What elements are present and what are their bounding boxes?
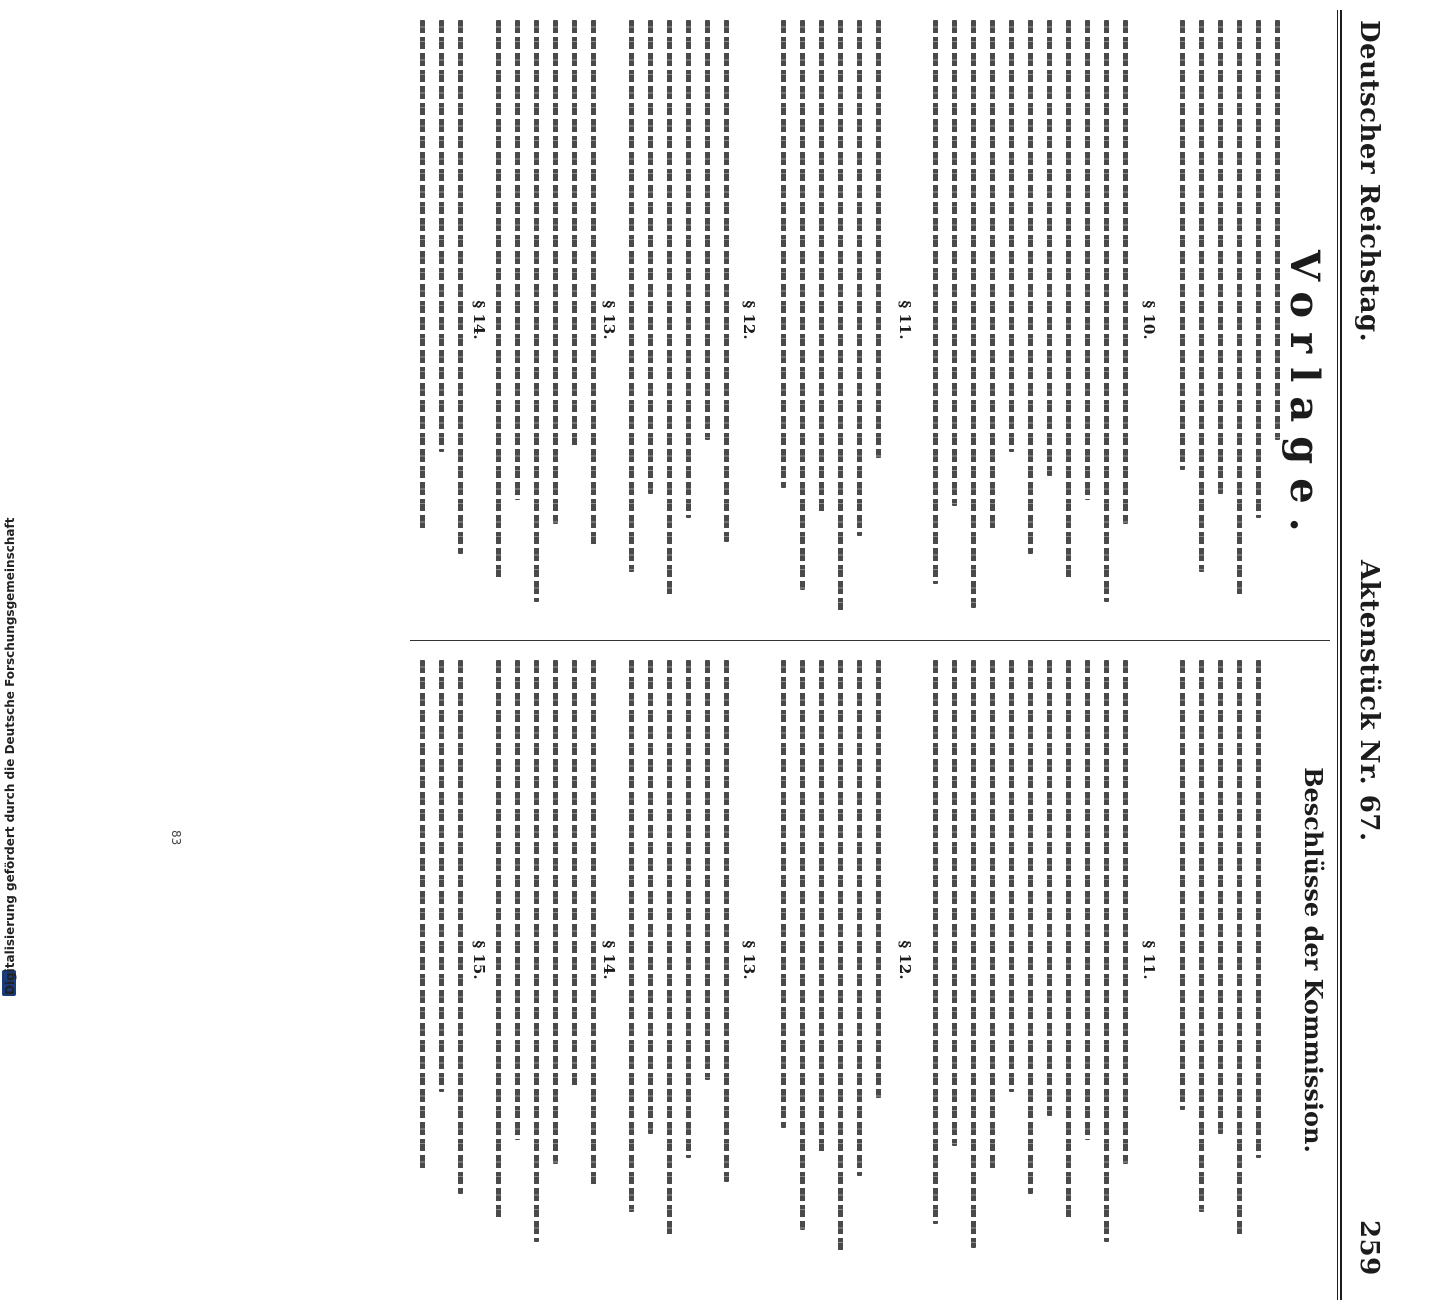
text-line [534, 660, 539, 1242]
text-line [553, 20, 558, 524]
text-line [838, 20, 843, 614]
text-line [819, 20, 824, 512]
text-line [1123, 660, 1128, 1164]
text-line [781, 660, 786, 1128]
page-number: 259 [1354, 1220, 1384, 1276]
text-line [1028, 660, 1033, 1194]
text-line [1104, 20, 1109, 602]
text-line [971, 20, 976, 608]
text-line [1066, 20, 1071, 578]
digitization-caption: Digitalisierung gefördert durch die Deutsche Forschungsgemeinschaft [3, 517, 17, 995]
text-line [420, 20, 425, 530]
page-mark: 83 [169, 830, 183, 846]
right-section-13: § 13. [740, 940, 758, 980]
left-section-14: § 14. [470, 300, 488, 340]
text-line [1104, 660, 1109, 1242]
text-line [876, 20, 881, 458]
text-line [933, 20, 938, 584]
text-line [515, 660, 520, 1140]
text-line [990, 660, 995, 1170]
text-line [857, 660, 862, 1176]
text-line [1085, 660, 1090, 1140]
column-divider [410, 640, 1330, 641]
text-line [971, 660, 976, 1248]
text-line [1009, 660, 1014, 1092]
text-line [1123, 20, 1128, 524]
text-line [1028, 20, 1033, 554]
left-section-12: § 12. [740, 300, 758, 340]
text-line [819, 660, 824, 1152]
text-line [1256, 20, 1261, 518]
left-section-11: § 11. [896, 300, 914, 340]
text-line [1199, 20, 1204, 572]
header-rule-thin [1337, 10, 1338, 1300]
text-line [420, 660, 425, 1170]
text-line [572, 20, 577, 446]
text-line [648, 20, 653, 494]
left-column-text [410, 20, 1280, 620]
right-section-15: § 15. [470, 940, 488, 980]
text-line [952, 660, 957, 1146]
text-line [439, 660, 444, 1092]
text-line [686, 660, 691, 1158]
right-column-text [410, 660, 1280, 1260]
text-line [439, 20, 444, 452]
text-line [1218, 20, 1223, 494]
left-column-heading: Vorlage. [1281, 250, 1328, 546]
text-line [591, 20, 596, 548]
text-line [1047, 20, 1052, 476]
text-line [1085, 20, 1090, 500]
text-line [667, 20, 672, 596]
text-line [553, 660, 558, 1164]
text-line [952, 20, 957, 506]
right-column-heading: Beschlüsse der Kommission. [1299, 767, 1328, 1153]
text-line [1256, 660, 1261, 1158]
text-line [572, 660, 577, 1086]
text-line [667, 660, 672, 1236]
header-rule [1340, 10, 1342, 1300]
text-line [1237, 660, 1242, 1236]
text-line [515, 20, 520, 500]
text-line [781, 20, 786, 488]
text-line [876, 660, 881, 1098]
text-line [458, 20, 463, 554]
text-line [1009, 20, 1014, 452]
text-line [705, 660, 710, 1080]
right-section-11: § 11. [1140, 940, 1158, 980]
text-line [1275, 20, 1280, 440]
text-line [1237, 20, 1242, 596]
right-section-14: § 14. [600, 940, 618, 980]
left-section-10: § 10. [1140, 300, 1158, 340]
text-line [1218, 660, 1223, 1134]
right-section-12: § 12. [896, 940, 914, 980]
text-line [648, 660, 653, 1134]
text-line [1180, 660, 1185, 1110]
header-subtitle: Aktenstück Nr. 67. [1354, 560, 1384, 842]
text-line [629, 660, 634, 1212]
text-line [990, 20, 995, 530]
text-line [1180, 20, 1185, 470]
text-line [1047, 660, 1052, 1116]
left-section-13: § 13. [600, 300, 618, 340]
text-line [591, 660, 596, 1188]
text-line [496, 660, 501, 1218]
text-line [458, 660, 463, 1194]
text-line [705, 20, 710, 440]
text-line [496, 20, 501, 578]
text-line [686, 20, 691, 518]
header-title: Deutscher Reichstag. [1354, 20, 1384, 343]
text-line [724, 20, 729, 542]
text-line [800, 660, 805, 1230]
document-page [80, 0, 1390, 1276]
text-line [838, 660, 843, 1254]
text-line [1199, 660, 1204, 1212]
text-line [800, 20, 805, 590]
text-line [1066, 660, 1071, 1218]
text-line [724, 660, 729, 1182]
text-line [629, 20, 634, 572]
text-line [933, 660, 938, 1224]
text-line [857, 20, 862, 536]
text-line [534, 20, 539, 602]
